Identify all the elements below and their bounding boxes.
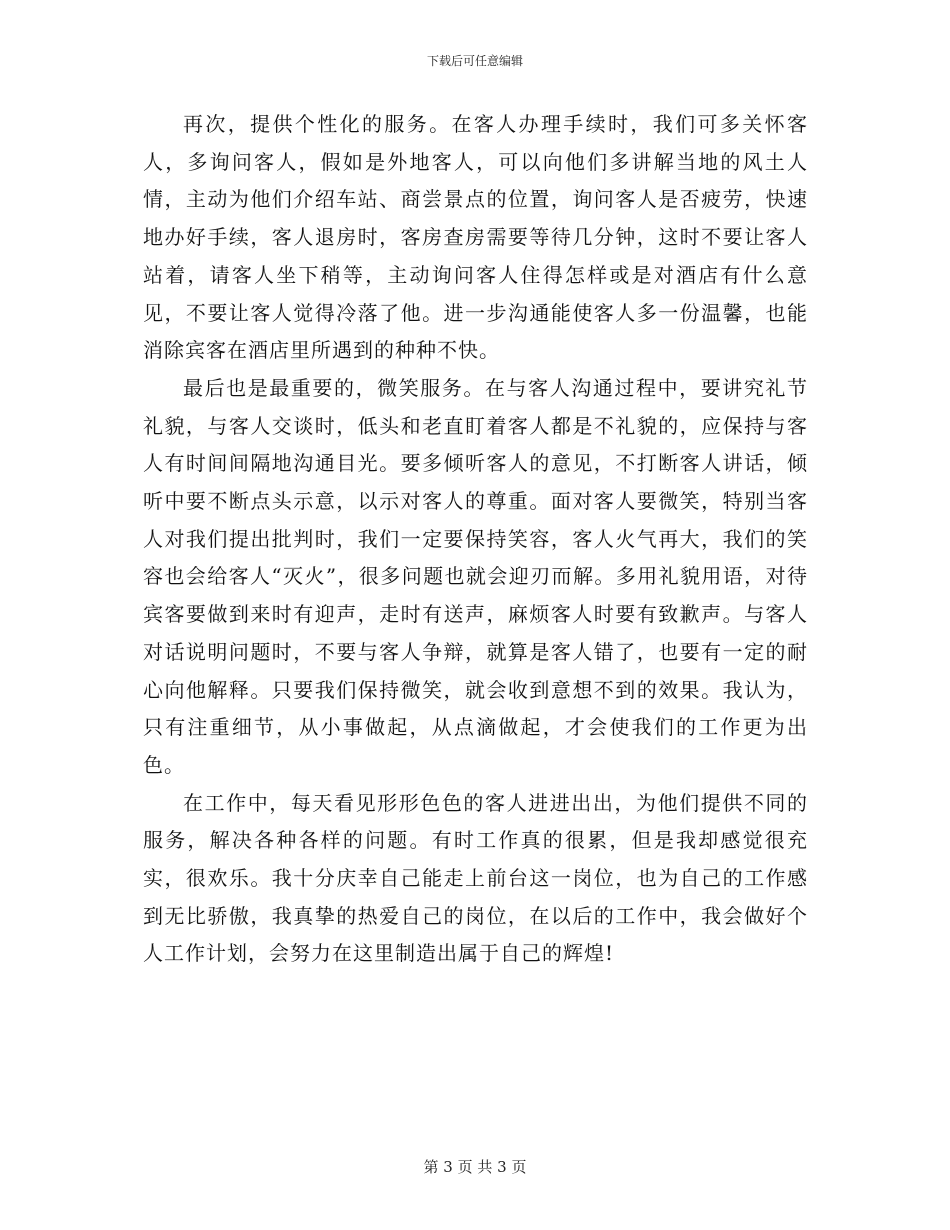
paragraph-personalized-service: 再次，提供个性化的服务。在客人办理手续时，我们可多关怀客人，多询问客人，假如是外地客人，可以向他们多讲解当地的风土人情，主动为他们介绍车站、商尝景点的位置，询问客人是否疲劳，快速地办好手续，客人退房时，客房查房需要等待几分钟，这时不要让客人站着，请客人坐下稍等，主动询问客人住得怎样或是对酒店有什么意见，不要让客人觉得冷落了他。进一步沟通能使客人多一份温馨，也能消除宾客在酒店里所遇到的种种不快。 <box>143 112 808 363</box>
document-body <box>143 106 808 973</box>
page-header: 下载后可任意编辑 <box>426 54 523 68</box>
paragraph-smile-service: 最后也是最重要的，微笑服务。在与客人沟通过程中，要讲究礼节礼貌，与客人交谈时，低头和老直盯着客人都是不礼貌的，应保持与客人有时间间隔地沟通目光。要多倾听客人的意见，不打断客人讲话，倾听中要不断点头示意，以示对客人的尊重。面对客人要微笑，特别当客人对我们提出批判时，我们一定要保持笑容，客人火气再大，我们的笑容也会给客人“灭火”，很多问题也就会迎刃而解。多用礼貌用语，对待宾客要做到来时有迎声，走时有送声，麻烦客人时要有致歉声。与客人对话说明问题时，不要与客人争辩，就算是客人错了，也要有一定的耐心向他解释。只要我们保持微笑，就会收到意想不到的效果。我认为，只有注重细节，从小事做起，从点滴做起，才会使我们的工作更为出色。 <box>143 375 808 777</box>
paragraph-conclusion: 在工作中，每天看见形形色色的客人进进出出，为他们提供不同的服务，解决各种各样的问题。有时工作真的很累，但是我却感觉很充实，很欢乐。我十分庆幸自己能走上前台这一岗位，也为自己的工作感到无比骄傲，我真挚的热爱自己的岗位，在以后的工作中，我会做好个人工作计划，会努力在这里制造出属于自己的辉煌! <box>143 790 808 966</box>
page-footer: 第 3 页 共 3 页 <box>423 1158 527 1176</box>
